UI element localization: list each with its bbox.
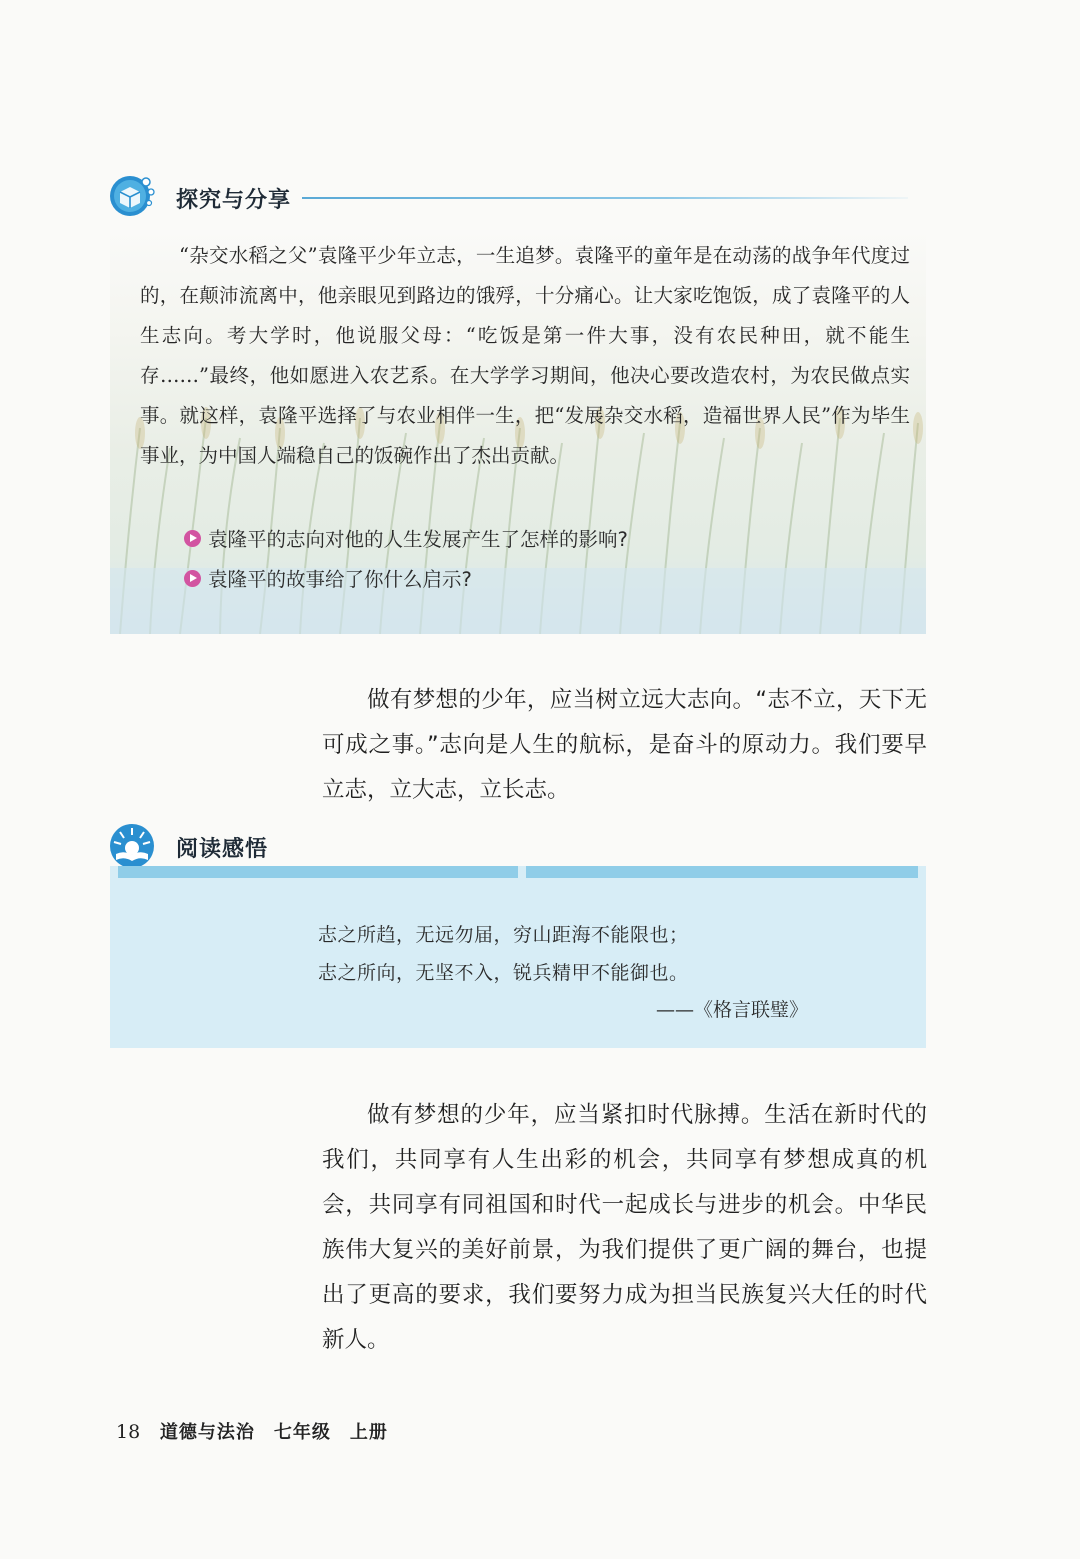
play-bullet-icon	[184, 530, 201, 547]
page-number: 18	[116, 1421, 141, 1443]
section-divider	[302, 197, 908, 199]
body-paragraph-2: 做有梦想的少年，应当紧扣时代脉搏。生活在新时代的我们，共同享有人生出彩的机会，共同享有梦想成真的机会，共同享有同祖国和时代一起成长与进步的机会。中华民族伟大复兴的美好前景，为我们提供了更广阔的舞台，也提出了更高的要求，我们要努力成为担当民族复兴大任的时代新人。	[322, 1102, 927, 1353]
question-text: 袁隆平的志向对他的人生发展产生了怎样的影响?	[208, 528, 628, 551]
section-title-reading: 阅读感悟	[176, 837, 269, 862]
quote-box-tab-right	[526, 866, 918, 878]
cube-bubbles-icon	[108, 172, 156, 220]
book-title: 道德与法治 七年级 上册	[159, 1422, 388, 1443]
story-paragraph: “杂交水稻之父”袁隆平少年立志，一生追梦。袁隆平的童年是在动荡的战争年代度过的，在颠沛流离中，他亲眼见到路边的饿殍，十分痛心。让大家吃饱饭，成了袁隆平的人生志向。考大学时，他说服父母：“吃饭是第一件大事，没有农民种田，就不能生存……”最终，他如愿进入农艺系。在大学学习期间，他决心要改造农村，为农民做点实事。就这样，袁隆平选择了与农业相伴一生，把“发展杂交水稻，造福世界人民”作为毕生事业，为中国人端稳自己的饭碗作出了杰出贡献。	[140, 244, 910, 467]
play-bullet-icon	[184, 570, 201, 587]
quote-source: ——《格言联璧》	[656, 999, 809, 1021]
page-footer	[116, 1418, 388, 1444]
section-title-explore: 探究与分享	[176, 188, 292, 213]
sun-book-icon	[108, 822, 156, 870]
quote-box-tab-left	[118, 866, 518, 878]
question-item	[184, 524, 628, 552]
quote-line: 志之所趋，无远勿届，穷山距海不能限也；	[318, 924, 689, 946]
question-text: 袁隆平的故事给了你什么启示?	[208, 568, 472, 591]
body-paragraph-1: 做有梦想的少年，应当树立远大志向。“志不立，天下无可成之事。”志向是人生的航标，是奋斗的原动力。我们要早立志，立大志，立长志。	[322, 687, 927, 803]
question-item	[184, 564, 472, 592]
quote-line: 志之所向，无坚不入，锐兵精甲不能御也。	[318, 962, 689, 984]
